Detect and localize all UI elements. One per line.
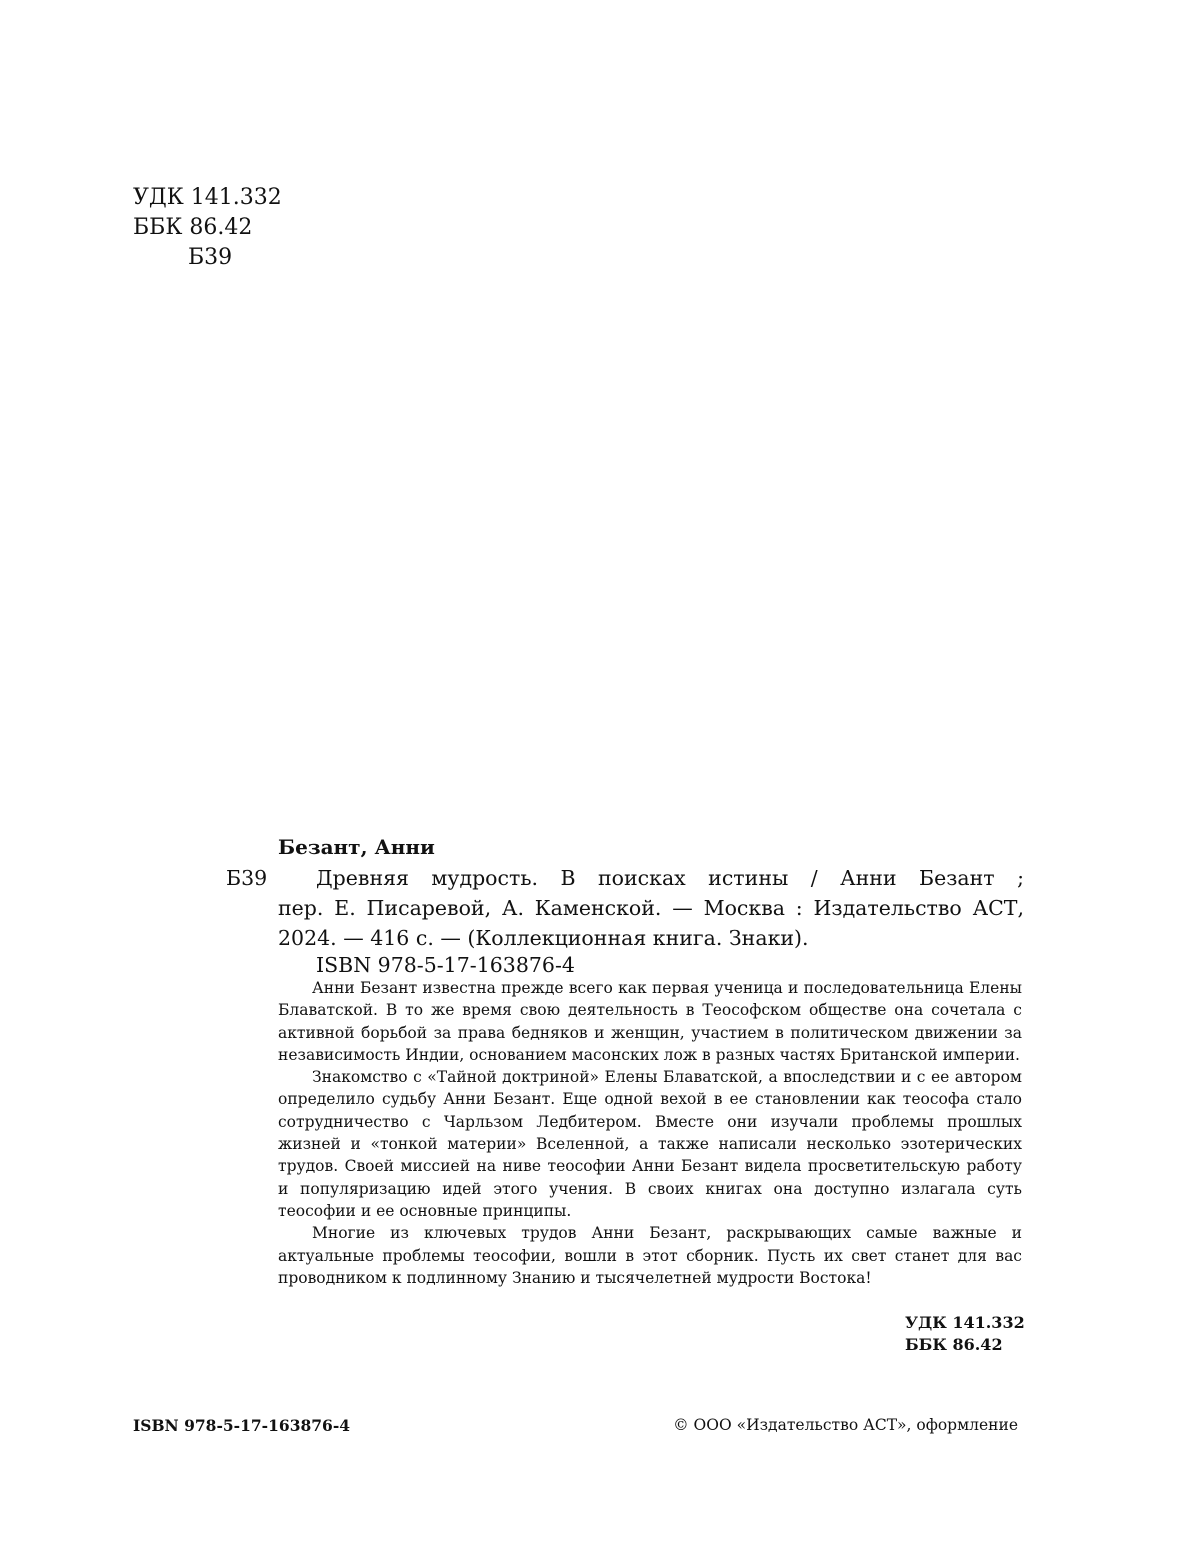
title-line-1: Древняя мудрость. В поисках истины / Анни Безант ; [316,866,1024,890]
title-line-3: 2024. — 416 с. — (Коллекционная книга. Знаки). [278,926,809,950]
author-mark: Б39 [226,866,268,890]
copyright-notice: © ООО «Издательство АСТ», оформление [673,1416,1018,1434]
annotation [278,977,1022,1289]
annotation-paragraph: Многие из ключевых трудов Анни Безант, раскрывающих самые важные и актуальные проблемы теософии, вошли в этот сборник. Пусть их свет станет для вас проводником к подлинному Знанию и тысячелетней мудрости Востока! [278,1224,1022,1287]
annotation-paragraph: Знакомство с «Тайной доктриной» Елены Блаватской, а впоследствии и с ее автором определило судьбу Анни Безант. Еще одной вехой в ее становлении как теософа стало сотрудничество с Чарльзом Ледбитером. Вместе они изучали проблемы прошлых жизней и «тонкой материи» Вселенной, а также написали несколько эзотерических трудов. Своей миссией на ниве теософии Анни Безант видела просветительскую работу и популяризацию идей этого учения. В своих книгах она доступно излагала суть теософии и ее основные принципы. [278,1068,1022,1220]
annotation-paragraph: Анни Безант известна прежде всего как первая ученица и последовательница Елены Блаватской. В то же время свою деятельность в Теософском обществе она сочетала с активной борьбой за права бедняков и женщин, участием в политическом движении за независимость Индии, основанием масонских лож в разных частях Британской империи. [278,979,1022,1064]
isbn-record: ISBN 978-5-17-163876-4 [316,953,575,977]
bbk-code-top: ББК 86.42 [133,215,253,240]
author-mark-top: Б39 [188,245,233,270]
udk-code-bottom: УДК 141.332 [905,1313,1025,1332]
author-heading: Безант, Анни [278,835,435,859]
udk-code-top: УДК 141.332 [133,185,282,210]
bbk-code-bottom: ББК 86.42 [905,1335,1003,1354]
title-line-2: пер. Е. Писаревой, А. Каменской. — Москва : Издательство АСТ, [278,896,1024,920]
isbn-footer: ISBN 978-5-17-163876-4 [133,1416,351,1435]
